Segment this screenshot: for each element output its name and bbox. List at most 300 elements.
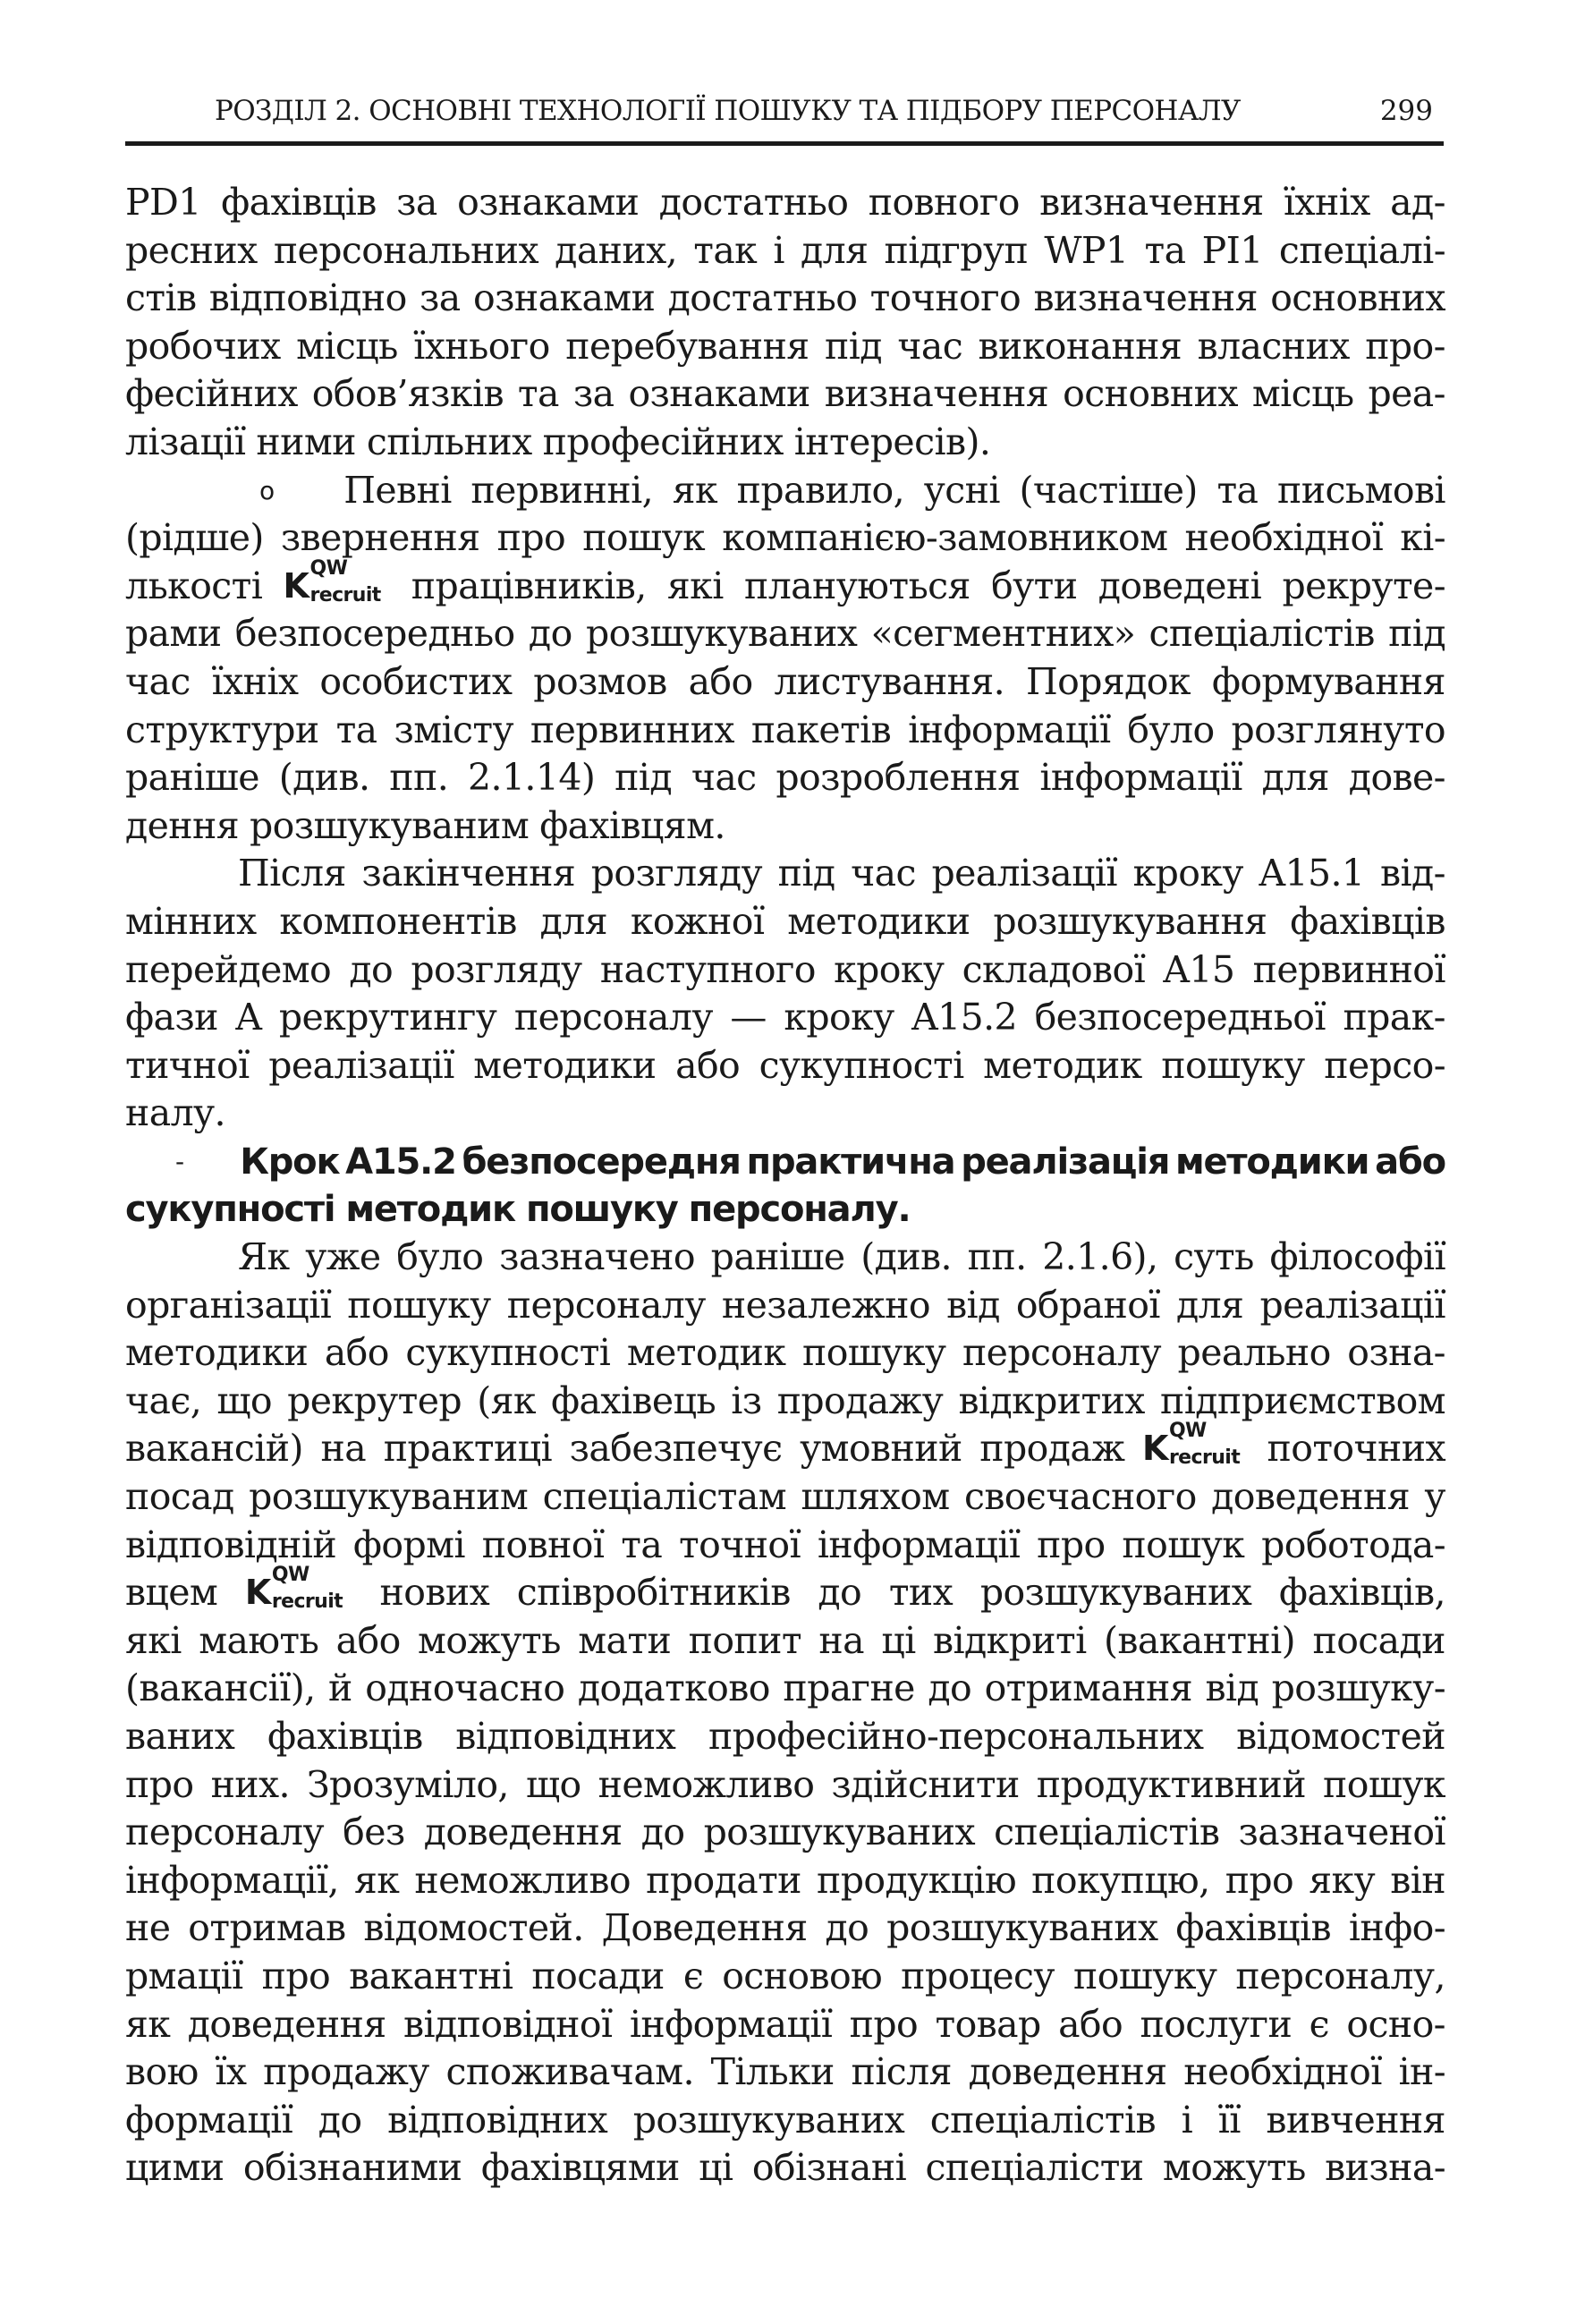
word: інформації [817,1522,1021,1566]
word: фахівців [1290,899,1445,943]
word: безпосередня [462,1141,741,1183]
word: після [851,2050,952,2094]
word: прагне [783,1667,915,1710]
word: персоналу [962,1331,1161,1375]
word: шляхом [801,1475,950,1519]
word: реалізації [931,852,1117,895]
word: споживачам. [445,2050,694,2094]
word: Порядок [1026,659,1191,703]
word: фахівців, [1278,1571,1445,1615]
word: структури [125,708,319,751]
word: неможливо [598,1762,815,1806]
word: ресних [125,228,258,272]
word: мінних [125,899,257,943]
word: кі- [1400,516,1445,560]
word: під [777,852,835,895]
word: розшукуваним [249,1475,529,1519]
word: вцем [125,1571,218,1615]
word: Доведення [601,1906,808,1950]
word: та [621,1522,663,1566]
word: (рідше) [125,516,264,560]
word: фесійних [125,372,298,416]
word: для [1175,1283,1244,1327]
word: продуктивний [1036,1762,1306,1806]
word: без [343,1811,405,1854]
word: й [328,1667,352,1710]
word: розшукуваних [585,612,858,656]
word: компонентів [279,899,517,943]
word: формі [352,1522,465,1566]
word: сукупності [125,1189,335,1231]
word: є [1309,2002,1330,2046]
word: реалізації [1259,1283,1445,1327]
word: доведення [423,1811,623,1854]
word: відомостей. [363,1906,584,1950]
word: методики [1174,1141,1369,1183]
word: пошуку [347,1283,491,1327]
word: рекрутер [287,1378,462,1422]
word: та [335,708,377,751]
word: безпосередньо [234,612,515,656]
word: методик [345,1189,515,1231]
word: реа- [1368,372,1445,416]
word: розмов [533,659,667,703]
word: він [1390,1858,1445,1902]
word: продажу [776,1378,944,1422]
word: уже [305,1235,381,1279]
word: точного [869,276,1021,320]
word: лізації [125,420,246,463]
text-line [125,1713,1445,1761]
word: умовний [800,1427,962,1471]
word: можуть [1162,2146,1306,2190]
word: 2.1.14) [468,756,596,800]
word: від [946,1283,1000,1327]
text-line [125,658,1445,707]
word: методики [125,1331,309,1375]
word: кроку [834,947,945,991]
word: вою [125,2050,199,2094]
text-line [125,2048,1445,2097]
word: про [125,1762,194,1806]
word: раніше [710,1235,845,1279]
word: відкриті [933,1618,1087,1662]
word: основних [1270,276,1445,320]
word: пошук [1323,1762,1445,1806]
word: інтересів). [793,420,991,463]
word: озна- [1347,1331,1445,1375]
word: одночасно [365,1667,565,1710]
text-line [125,1234,1445,1282]
word: нових [379,1571,490,1615]
word: до [825,1906,869,1950]
word: від- [1380,852,1445,895]
word: розгляду [411,947,582,991]
word: обраної [1015,1283,1160,1327]
word: для [801,228,869,272]
text-line [125,179,1445,227]
word: (див. [278,756,370,800]
word: процесу [901,1954,1055,1997]
word: як [672,468,717,512]
word: ними [256,420,356,463]
word: їхнього [413,324,550,368]
word: або [1058,2002,1123,2046]
word: 2.1.6), [1042,1235,1158,1279]
word: кроку [1132,852,1243,895]
word: змісту [394,708,513,751]
word: персоналу, [1235,1954,1445,1997]
word: про [261,1954,331,1997]
word: безпосередньої [1034,996,1326,1039]
word: інформації [908,708,1111,751]
word: спеціалістам [542,1475,787,1519]
text-line [125,898,1445,946]
word: підгруп [884,228,1029,272]
word: сукупності [759,1043,964,1087]
word: персоналу. [688,1189,911,1231]
word: наступного [599,947,816,991]
word: Тільки [710,2050,835,2094]
word: інформації [1039,756,1242,800]
word: Після [238,852,346,895]
word: ознаками [628,372,810,416]
text-line [125,1809,1445,1857]
word: персональних [273,228,539,272]
word: A15.1 [1259,852,1365,895]
word: її [1217,2098,1241,2142]
word: забезпечує [569,1427,783,1471]
word: за [572,372,615,416]
word: про- [1365,324,1445,368]
text-line [125,802,1445,851]
word: них. [210,1762,290,1806]
word: персоналу [513,996,713,1039]
word: цими [125,2146,225,2190]
word: суть [1174,1235,1254,1279]
word: що [525,1762,581,1806]
word: рами [125,612,222,656]
word: можуть [418,1618,561,1662]
text-line [125,994,1445,1042]
word: до [928,1667,972,1710]
word: даних, [555,228,678,272]
word: первинних [530,708,734,751]
word: вакантні [349,1954,513,1997]
word: інформації [629,2002,833,2046]
word: професійних [542,420,784,463]
word: (вакансії), [125,1667,316,1710]
word: розроблення [776,756,1021,800]
word: A15 [1163,947,1235,991]
text-line [125,1564,1445,1617]
word: які [666,564,724,607]
word: вакансій) [125,1427,303,1471]
text-line [125,1761,1445,1810]
word: посад [125,1475,234,1519]
word: рмації [125,1954,243,1997]
word: практична [746,1141,955,1183]
word: необхідної [1183,2050,1382,2094]
text-line [125,2001,1445,2049]
word: та [517,372,559,416]
word: під [825,324,882,368]
text-line [125,1282,1445,1330]
text-line [125,946,1445,995]
text-line [125,1857,1445,1905]
word: і [1181,2098,1193,2142]
word: основних [1063,372,1238,416]
word: сукупності [405,1331,611,1375]
word: виконання [978,324,1182,368]
word: розшукуваних [632,2098,905,2142]
word: їхніх [211,659,299,703]
word: дення [125,803,240,847]
word: обов’язків [311,372,504,416]
word: основою [722,1954,883,1997]
word: роботода- [1261,1522,1445,1566]
word: їх [215,2050,247,2094]
word: обізнаними [242,2146,462,2190]
word: A [235,996,262,1039]
word: розшукуваних [703,1811,976,1854]
word: ознаками [473,276,656,320]
word: професійно-персональних [708,1715,1204,1758]
text-line [125,1042,1445,1090]
word: у [1424,1475,1445,1519]
bullet-dash-icon: - [175,1146,184,1176]
word: фахівцями [480,2146,680,2190]
word: налу. [125,1091,225,1135]
word: (див. [860,1235,952,1279]
word: організації [125,1283,332,1327]
word: необхідної [1184,516,1384,560]
text-line [125,467,1445,515]
word: для [1261,756,1329,800]
word: пошуку [1161,1043,1305,1087]
word: персоналу [125,1811,325,1854]
text-line [125,1617,1445,1666]
word: пошуку [525,1189,678,1231]
word: фахівців [1175,1906,1332,1950]
body-text [125,179,1445,2193]
text-line [125,1420,1445,1473]
word: розшукуваним [250,803,530,847]
word: складової [962,947,1146,991]
word: яку [1309,1858,1376,1902]
word: методики [787,899,970,943]
word: — [730,996,767,1039]
word: інформації, [125,1858,339,1902]
word: та [1144,228,1186,272]
text-line [125,556,1445,611]
text-line [125,323,1445,371]
word: відомостей [1236,1715,1445,1758]
word: спеціалістів [1148,612,1375,656]
word: спеціалі- [1278,228,1445,272]
formula-k-qw-recruit: K QW recruit [244,1564,343,1614]
word: за [396,181,437,224]
word: достатньо [658,181,849,224]
word: компанією-замовником [722,516,1168,560]
word: про [1225,1858,1294,1902]
word: продажу [263,2050,429,2094]
word: рекруте- [1282,564,1445,607]
word: Зрозуміло, [307,1762,509,1806]
word: або [1375,1141,1445,1183]
text-line [125,2097,1445,2145]
word: продати [646,1858,801,1902]
word: кроку [784,996,894,1039]
text-line [125,1522,1445,1570]
word: спеціалістів [994,1811,1220,1854]
word: доведені [1098,564,1262,607]
word: незалежно [721,1283,930,1327]
word: (вакантні) [1104,1618,1296,1662]
word: Крок [240,1141,340,1183]
word: послуги [1140,2002,1293,2046]
running-header [125,91,1444,146]
word: попит [688,1618,801,1662]
word: пп. [389,756,449,800]
word: реалізація [961,1141,1170,1183]
text-line [125,419,1445,467]
word: A15.2 [911,996,1018,1039]
word: фахівців [221,181,377,224]
word: повного [868,181,1020,224]
word: пошуку [1072,1954,1217,1997]
word: до [318,2098,362,2142]
word: плануються [744,564,970,607]
word: фахівців [267,1715,423,1758]
word: так [693,228,758,272]
word: бути [991,564,1078,607]
word: додатково [577,1667,770,1710]
word: ці [699,2146,733,2190]
word: як [125,2002,171,2046]
word: під [615,756,672,800]
word: реалізації [268,1043,454,1087]
word: продаж [979,1427,1125,1471]
word: розшукування [993,899,1267,943]
word: правило, [736,468,905,512]
word: відкритих [958,1378,1145,1422]
text-line [125,1473,1445,1522]
word: прак- [1343,996,1445,1039]
word: (як [477,1378,536,1422]
word: пакетів [750,708,892,751]
word: здійснити [831,1762,1020,1806]
word: доведення [1211,1475,1411,1519]
word: листування. [774,659,1005,703]
word: лькості [125,564,263,607]
word: до [528,612,572,656]
word: Як [238,1235,290,1279]
word: неможливо [414,1858,631,1902]
word: пошуку [801,1331,946,1375]
text-line [125,227,1445,276]
word: отримав [188,1906,346,1950]
word: звернення [280,516,480,560]
word: відповідних [387,2098,608,2142]
word: ознаками [457,181,640,224]
word: доведення [968,2050,1167,2094]
text-line [125,1953,1445,2001]
word: час [125,659,191,703]
word: отримання [984,1667,1192,1710]
word: рекрутингу [278,996,497,1039]
text-line [125,1378,1445,1426]
text-line [125,850,1445,898]
word: визначення [1033,276,1258,320]
word: розгляду [590,852,762,895]
word: вивчення [1266,2098,1445,2142]
word: місць [1251,372,1354,416]
word: закінчення [361,852,576,895]
word: або [688,659,753,703]
word: або [335,1618,401,1662]
word: власних [1197,324,1350,368]
text-line [125,610,1445,658]
formula-k-qw-recruit: K QW recruit [283,556,381,606]
word: обізнані [751,2146,907,2190]
word: визначення [824,372,1049,416]
word: розшуку- [1271,1667,1445,1710]
word: за [420,276,461,320]
chapter-title: РОЗДІЛ 2. ОСНОВНІ ТЕХНОЛОГІЇ ПОШУКУ ТА ПІДБОРУ ПЕРСОНАЛУ [215,95,1241,127]
word: мають [199,1618,319,1662]
word: «сегментних» [870,612,1136,656]
word: PD1 [125,181,201,224]
page-number: 299 [1379,95,1433,127]
word: мати [578,1618,672,1662]
word: розшукуваних [979,1571,1252,1615]
word: розглянуто [1231,708,1445,751]
word: PI1 [1201,228,1263,272]
word: раніше [125,756,259,800]
text-line [125,1185,1445,1234]
word: визначення [1039,181,1264,224]
word: та [1216,468,1259,512]
word: відповідних [455,1715,676,1758]
word: що [216,1378,272,1422]
word: на [320,1427,367,1471]
word: ці [881,1618,916,1662]
word: для [539,899,607,943]
word: фази [125,996,218,1039]
text-line [125,1090,1445,1138]
word: письмові [1277,468,1445,512]
word: під [1388,612,1445,656]
word: особистих [319,659,513,703]
word: відповідній [125,1522,337,1566]
word: спільних [366,420,532,463]
word: тичної [125,1043,250,1087]
word: час [691,756,757,800]
word: до [349,947,394,991]
formula-k-qw-recruit: K QW recruit [1141,1420,1241,1470]
word: або [324,1331,389,1375]
word: ін- [1398,2050,1445,2094]
word: формування [1211,659,1445,703]
word: повної [481,1522,605,1566]
word: які [125,1618,182,1662]
word: персо- [1324,1043,1445,1087]
word: відповідно [208,276,407,320]
word: відповідної [403,2002,613,2046]
word: до [640,1811,685,1854]
word: філософії [1269,1235,1445,1279]
